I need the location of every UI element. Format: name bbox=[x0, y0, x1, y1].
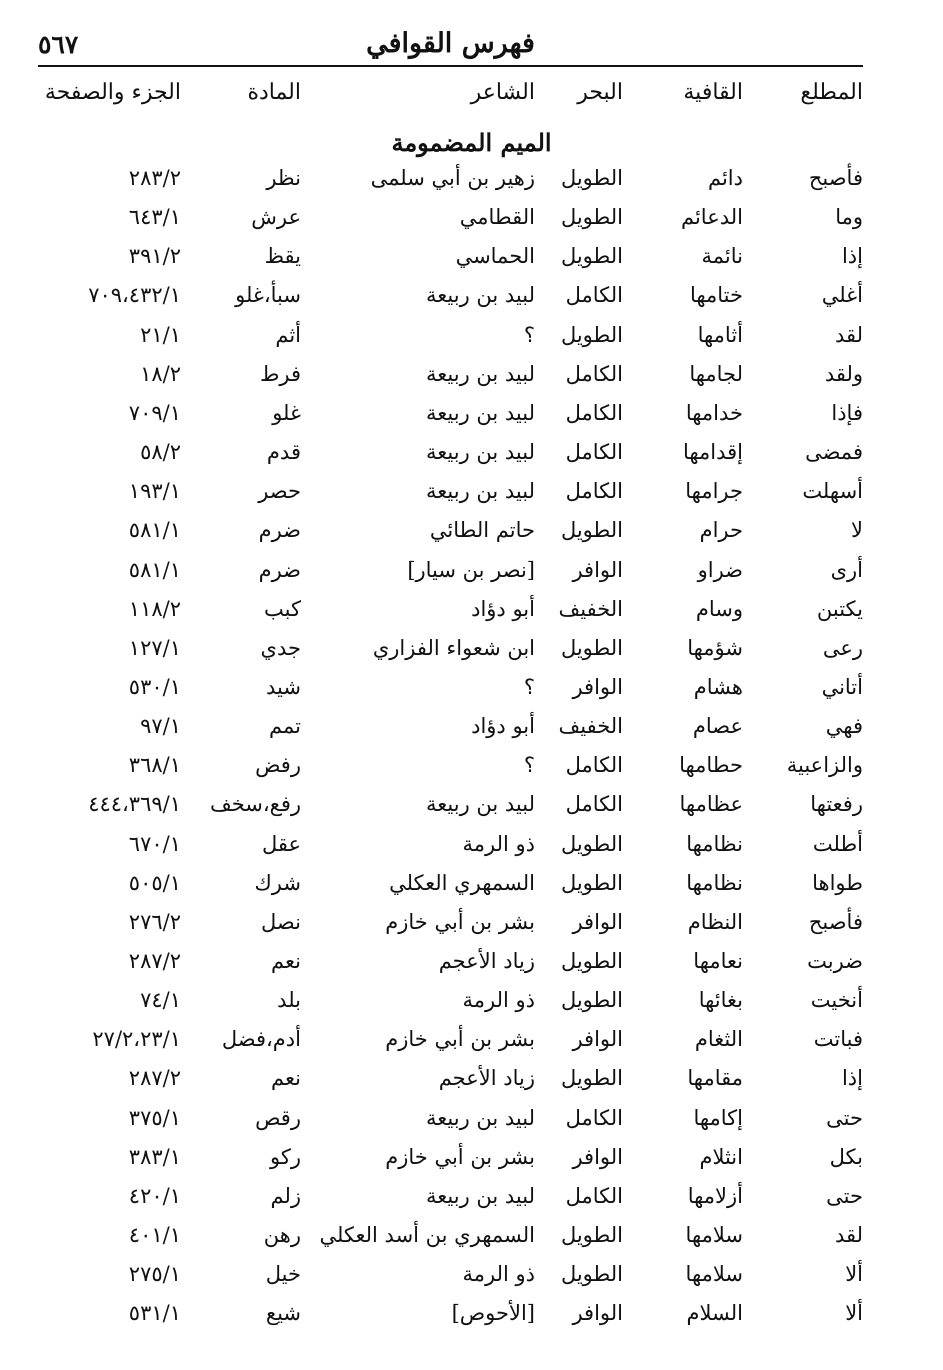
cell-qafiya: وسام bbox=[695, 596, 743, 621]
table-row bbox=[0, 1066, 943, 1104]
cell-shaer: ؟ bbox=[523, 674, 535, 699]
table-row bbox=[0, 166, 943, 204]
cell-juz: ٤٠١/١ bbox=[128, 1223, 181, 1248]
cell-qafiya: السلام bbox=[686, 1301, 743, 1326]
cell-bahr: الكامل bbox=[565, 440, 623, 465]
cell-shaer: لبيد بن ربيعة bbox=[426, 283, 535, 308]
cell-bahr: الوافر bbox=[572, 909, 623, 934]
table-row bbox=[0, 1027, 943, 1065]
cell-qafiya: مقامها bbox=[687, 1066, 743, 1091]
cell-juz: ٢٧٦/٢ bbox=[128, 909, 181, 934]
cell-shaer: لبيد بن ربيعة bbox=[426, 792, 535, 817]
cell-shaer: بشر بن أبي خازم bbox=[385, 1027, 535, 1052]
cell-juz: ٥٠٥/١ bbox=[128, 870, 181, 895]
cell-qafiya: نعامها bbox=[693, 949, 743, 973]
cell-juz: ٤٢٠/١ bbox=[128, 1183, 181, 1208]
table-row bbox=[0, 636, 943, 674]
table-row bbox=[0, 362, 943, 400]
cell-bahr: الطويل bbox=[560, 949, 623, 973]
cell-bahr: الوافر bbox=[572, 674, 623, 699]
cell-shaer: السمهري العكلي bbox=[389, 870, 535, 895]
cell-madda: ركو bbox=[270, 1144, 301, 1169]
cell-madda: شرك bbox=[254, 870, 301, 895]
cell-juz: ٥٣٠/١ bbox=[128, 674, 181, 699]
cell-matla: إذا bbox=[841, 244, 863, 269]
cell-juz: ٥٨/٢ bbox=[140, 440, 181, 465]
cell-madda: خيل bbox=[265, 1262, 301, 1287]
cell-qafiya: انثلام bbox=[699, 1144, 743, 1169]
cell-bahr: الكامل bbox=[565, 792, 623, 817]
cell-shaer: حاتم الطائي bbox=[429, 518, 535, 543]
cell-madda: رهن bbox=[263, 1223, 301, 1248]
cell-bahr: الطويل bbox=[560, 635, 623, 660]
cell-shaer: بشر بن أبي خازم bbox=[385, 909, 535, 934]
column-header-qafiya: القافية bbox=[683, 80, 743, 105]
cell-qafiya: أزلامها bbox=[687, 1183, 743, 1208]
table-row bbox=[0, 1106, 943, 1144]
column-header-madda: المادة bbox=[247, 80, 301, 105]
cell-bahr: الكامل bbox=[565, 479, 623, 504]
cell-madda: حصر bbox=[258, 479, 301, 504]
cell-qafiya: نظامها bbox=[686, 870, 743, 895]
cell-bahr: الوافر bbox=[572, 1301, 623, 1326]
cell-matla: فباتت bbox=[813, 1027, 863, 1052]
cell-shaer: لبيد بن ربيعة bbox=[426, 400, 535, 425]
cell-qafiya: عظامها bbox=[679, 792, 743, 817]
cell-matla: يكتبن bbox=[816, 596, 863, 621]
cell-madda: شيد bbox=[266, 674, 301, 699]
cell-juz: ١١٨/٢ bbox=[128, 596, 181, 621]
cell-juz: ٦٧٠/١ bbox=[128, 831, 181, 856]
cell-qafiya: إقدامها bbox=[682, 440, 743, 465]
cell-bahr: الطويل bbox=[560, 988, 623, 1013]
cell-matla: أنخيت bbox=[810, 988, 863, 1013]
cell-juz: ٣٩١/٢ bbox=[128, 244, 181, 269]
table-row bbox=[0, 792, 943, 830]
table-row bbox=[0, 205, 943, 243]
cell-juz: ٢٨٧/٢ bbox=[128, 949, 181, 973]
cell-qafiya: حطامها bbox=[679, 753, 743, 778]
cell-qafiya: شؤمها bbox=[687, 635, 743, 660]
cell-qafiya: ختامها bbox=[689, 283, 743, 308]
cell-juz: ٥٨١/١ bbox=[128, 518, 181, 543]
cell-matla: والزاعبية bbox=[786, 753, 863, 778]
table-row bbox=[0, 323, 943, 361]
cell-matla: ألا bbox=[845, 1301, 863, 1326]
cell-madda: ضرم bbox=[258, 518, 301, 543]
cell-shaer: السمهري بن أسد العكلي bbox=[319, 1223, 535, 1248]
page-title: فهرس القوافي bbox=[366, 28, 535, 59]
cell-madda: كبب bbox=[264, 596, 301, 621]
cell-juz: ٩٧/١ bbox=[140, 714, 181, 739]
column-header-juz: الجزء والصفحة bbox=[44, 80, 181, 105]
cell-qafiya: إكامها bbox=[693, 1105, 743, 1130]
cell-bahr: الكامل bbox=[565, 400, 623, 425]
table-row bbox=[0, 714, 943, 752]
cell-bahr: الكامل bbox=[565, 1105, 623, 1130]
cell-shaer: لبيد بن ربيعة bbox=[426, 1105, 535, 1130]
cell-juz: ١٨/٢ bbox=[140, 361, 181, 386]
cell-bahr: الطويل bbox=[560, 1262, 623, 1287]
table-row bbox=[0, 283, 943, 321]
cell-madda: رقص bbox=[255, 1105, 301, 1130]
cell-matla: طواها bbox=[812, 870, 863, 895]
cell-matla: لقد bbox=[834, 322, 863, 347]
cell-juz: ٧٠٩،٤٣٢/١ bbox=[88, 283, 181, 308]
cell-shaer: لبيد بن ربيعة bbox=[426, 1183, 535, 1208]
cell-madda: زلم bbox=[270, 1183, 301, 1208]
cell-bahr: الكامل bbox=[565, 361, 623, 386]
cell-madda: أدم،فضل bbox=[221, 1027, 301, 1052]
cell-qafiya: حرام bbox=[699, 518, 743, 543]
cell-matla: لا bbox=[851, 518, 863, 543]
cell-matla: أطلت bbox=[812, 831, 863, 856]
cell-matla: أتاني bbox=[821, 674, 863, 699]
cell-madda: رفع،سخف bbox=[209, 792, 301, 817]
cell-shaer: الحماسي bbox=[455, 244, 535, 269]
cell-juz: ٧٤/١ bbox=[140, 988, 181, 1013]
cell-bahr: الخفيف bbox=[558, 714, 623, 739]
cell-juz: ٣٨٣/١ bbox=[128, 1144, 181, 1169]
cell-juz: ٣٧٥/١ bbox=[128, 1105, 181, 1130]
cell-shaer: زياد الأعجم bbox=[438, 949, 535, 973]
cell-madda: رفض bbox=[255, 753, 301, 778]
cell-shaer: بشر بن أبي خازم bbox=[385, 1144, 535, 1169]
table-row bbox=[0, 518, 943, 556]
cell-madda: نعم bbox=[271, 949, 301, 973]
cell-matla: أسهلت bbox=[802, 479, 863, 504]
table-row bbox=[0, 479, 943, 517]
table-row bbox=[0, 949, 943, 987]
table-row bbox=[0, 675, 943, 713]
cell-matla: رعى bbox=[822, 635, 863, 660]
table-row bbox=[0, 1262, 943, 1300]
table-row bbox=[0, 988, 943, 1026]
table-row bbox=[0, 832, 943, 870]
cell-matla: فهي bbox=[825, 714, 863, 739]
cell-matla: ضربت bbox=[807, 949, 863, 973]
cell-madda: سبأ،غلو bbox=[235, 283, 301, 308]
cell-shaer: ذو الرمة bbox=[462, 1262, 535, 1287]
cell-madda: شيع bbox=[265, 1301, 301, 1326]
cell-bahr: الطويل bbox=[560, 831, 623, 856]
cell-bahr: الطويل bbox=[560, 518, 623, 543]
table-row bbox=[0, 440, 943, 478]
cell-juz: ٢١/١ bbox=[140, 322, 181, 347]
cell-shaer: ؟ bbox=[523, 753, 535, 778]
column-header-matla: المطلع bbox=[800, 80, 863, 105]
cell-qafiya: دائم bbox=[707, 166, 743, 190]
cell-qafiya: لجامها bbox=[689, 361, 743, 386]
cell-qafiya: بغائها bbox=[698, 988, 743, 1013]
cell-qafiya: أثامها bbox=[697, 322, 743, 347]
cell-qafiya: هشام bbox=[693, 674, 743, 699]
column-header-bahr: البحر bbox=[577, 80, 623, 105]
header-divider bbox=[38, 65, 863, 67]
cell-juz: ٥٨١/١ bbox=[128, 557, 181, 582]
cell-madda: أثم bbox=[275, 322, 301, 347]
cell-madda: عقل bbox=[261, 831, 301, 856]
cell-shaer: لبيد بن ربيعة bbox=[426, 361, 535, 386]
page-number: ٥٦٧ bbox=[38, 30, 79, 59]
cell-madda: قدم bbox=[266, 440, 301, 465]
table-row bbox=[0, 244, 943, 282]
cell-madda: فرط bbox=[259, 361, 301, 386]
cell-shaer: القطامي bbox=[459, 205, 535, 230]
cell-shaer: أبو دؤاد bbox=[471, 714, 535, 739]
cell-shaer: أبو دؤاد bbox=[471, 596, 535, 621]
cell-matla: رفعتها bbox=[810, 792, 863, 817]
cell-bahr: الطويل bbox=[560, 1066, 623, 1091]
cell-qafiya: جرامها bbox=[685, 479, 743, 504]
cell-qafiya: النظام bbox=[687, 909, 743, 934]
cell-matla: أغلي bbox=[821, 283, 863, 308]
cell-matla: وما bbox=[835, 205, 863, 230]
cell-matla: ألا bbox=[845, 1262, 863, 1287]
cell-matla: إذا bbox=[841, 1066, 863, 1091]
column-headers bbox=[0, 80, 943, 116]
table-row bbox=[0, 1145, 943, 1183]
cell-bahr: الطويل bbox=[560, 244, 623, 269]
cell-juz: ٥٣١/١ bbox=[128, 1301, 181, 1326]
cell-matla: فأصبح bbox=[808, 166, 863, 190]
cell-qafiya: سلامها bbox=[685, 1223, 743, 1248]
cell-bahr: الوافر bbox=[572, 1027, 623, 1052]
cell-qafiya: نائمة bbox=[701, 244, 743, 269]
cell-qafiya: ضراو bbox=[697, 557, 743, 582]
table-row bbox=[0, 1184, 943, 1222]
table-row bbox=[0, 871, 943, 909]
cell-madda: جدي bbox=[260, 635, 301, 660]
cell-shaer: لبيد بن ربيعة bbox=[426, 479, 535, 504]
cell-bahr: الطويل bbox=[560, 205, 623, 230]
cell-matla: بكل bbox=[829, 1144, 863, 1169]
cell-matla: فإذا bbox=[831, 400, 863, 425]
cell-qafiya: الثغام bbox=[694, 1027, 743, 1052]
cell-shaer: لبيد بن ربيعة bbox=[426, 440, 535, 465]
cell-madda: يقظ bbox=[264, 244, 301, 269]
cell-bahr: الكامل bbox=[565, 283, 623, 308]
cell-madda: نظر bbox=[266, 166, 301, 190]
cell-bahr: الطويل bbox=[560, 166, 623, 190]
table-row bbox=[0, 910, 943, 948]
cell-qafiya: عصام bbox=[692, 714, 743, 739]
cell-bahr: الوافر bbox=[572, 1144, 623, 1169]
cell-madda: غلو bbox=[272, 400, 301, 425]
cell-shaer: [الأحوص] bbox=[451, 1301, 535, 1326]
table-row bbox=[0, 753, 943, 791]
cell-juz: ٢٧/٢،٢٣/١ bbox=[92, 1027, 181, 1052]
cell-qafiya: الدعائم bbox=[680, 205, 743, 230]
cell-bahr: الطويل bbox=[560, 870, 623, 895]
cell-shaer: زياد الأعجم bbox=[438, 1066, 535, 1091]
cell-matla: ولقد bbox=[824, 361, 863, 386]
cell-juz: ٧٠٩/١ bbox=[128, 400, 181, 425]
cell-shaer: ؟ bbox=[523, 322, 535, 347]
cell-juz: ٢٨٣/٢ bbox=[128, 166, 181, 190]
cell-madda: تمم bbox=[269, 714, 301, 739]
cell-matla: فمضى bbox=[805, 440, 863, 465]
cell-qafiya: سلامها bbox=[685, 1262, 743, 1287]
cell-matla: أرى bbox=[830, 557, 863, 582]
page-header bbox=[38, 28, 863, 66]
cell-matla: لقد bbox=[834, 1223, 863, 1248]
cell-juz: ٤٤٤،٣٦٩/١ bbox=[88, 792, 181, 817]
cell-matla: حتى bbox=[826, 1183, 863, 1208]
cell-madda: ضرم bbox=[258, 557, 301, 582]
cell-juz: ٣٦٨/١ bbox=[128, 753, 181, 778]
cell-juz: ١٢٧/١ bbox=[128, 635, 181, 660]
cell-madda: نعم bbox=[271, 1066, 301, 1091]
cell-shaer: ذو الرمة bbox=[462, 831, 535, 856]
cell-bahr: الخفيف bbox=[558, 596, 623, 621]
table-row bbox=[0, 1223, 943, 1261]
section-title: الميم المضمومة bbox=[391, 128, 552, 157]
cell-matla: فأصبح bbox=[808, 909, 863, 934]
cell-madda: بلد bbox=[277, 988, 301, 1013]
cell-qafiya: خدامها bbox=[685, 400, 743, 425]
cell-shaer: ذو الرمة bbox=[462, 988, 535, 1013]
cell-juz: ٢٨٧/٢ bbox=[128, 1066, 181, 1091]
cell-madda: عرش bbox=[251, 205, 301, 230]
cell-shaer: زهير بن أبي سلمى bbox=[370, 166, 535, 190]
cell-bahr: الكامل bbox=[565, 753, 623, 778]
column-header-shaer: الشاعر bbox=[470, 80, 535, 105]
cell-bahr: الطويل bbox=[560, 1223, 623, 1248]
cell-qafiya: نظامها bbox=[686, 831, 743, 856]
table-row bbox=[0, 401, 943, 439]
table-row bbox=[0, 597, 943, 635]
cell-shaer: ابن شعواء الفزاري bbox=[372, 635, 535, 660]
cell-madda: نصل bbox=[261, 909, 301, 934]
cell-juz: ٦٤٣/١ bbox=[128, 205, 181, 230]
table-row bbox=[0, 558, 943, 596]
cell-bahr: الكامل bbox=[565, 1183, 623, 1208]
cell-juz: ٢٧٥/١ bbox=[128, 1262, 181, 1287]
cell-shaer: [نصر بن سيار] bbox=[407, 557, 535, 582]
cell-matla: حتى bbox=[826, 1105, 863, 1130]
table-row bbox=[0, 1301, 943, 1339]
cell-bahr: الوافر bbox=[572, 557, 623, 582]
cell-juz: ١٩٣/١ bbox=[128, 479, 181, 504]
cell-bahr: الطويل bbox=[560, 322, 623, 347]
